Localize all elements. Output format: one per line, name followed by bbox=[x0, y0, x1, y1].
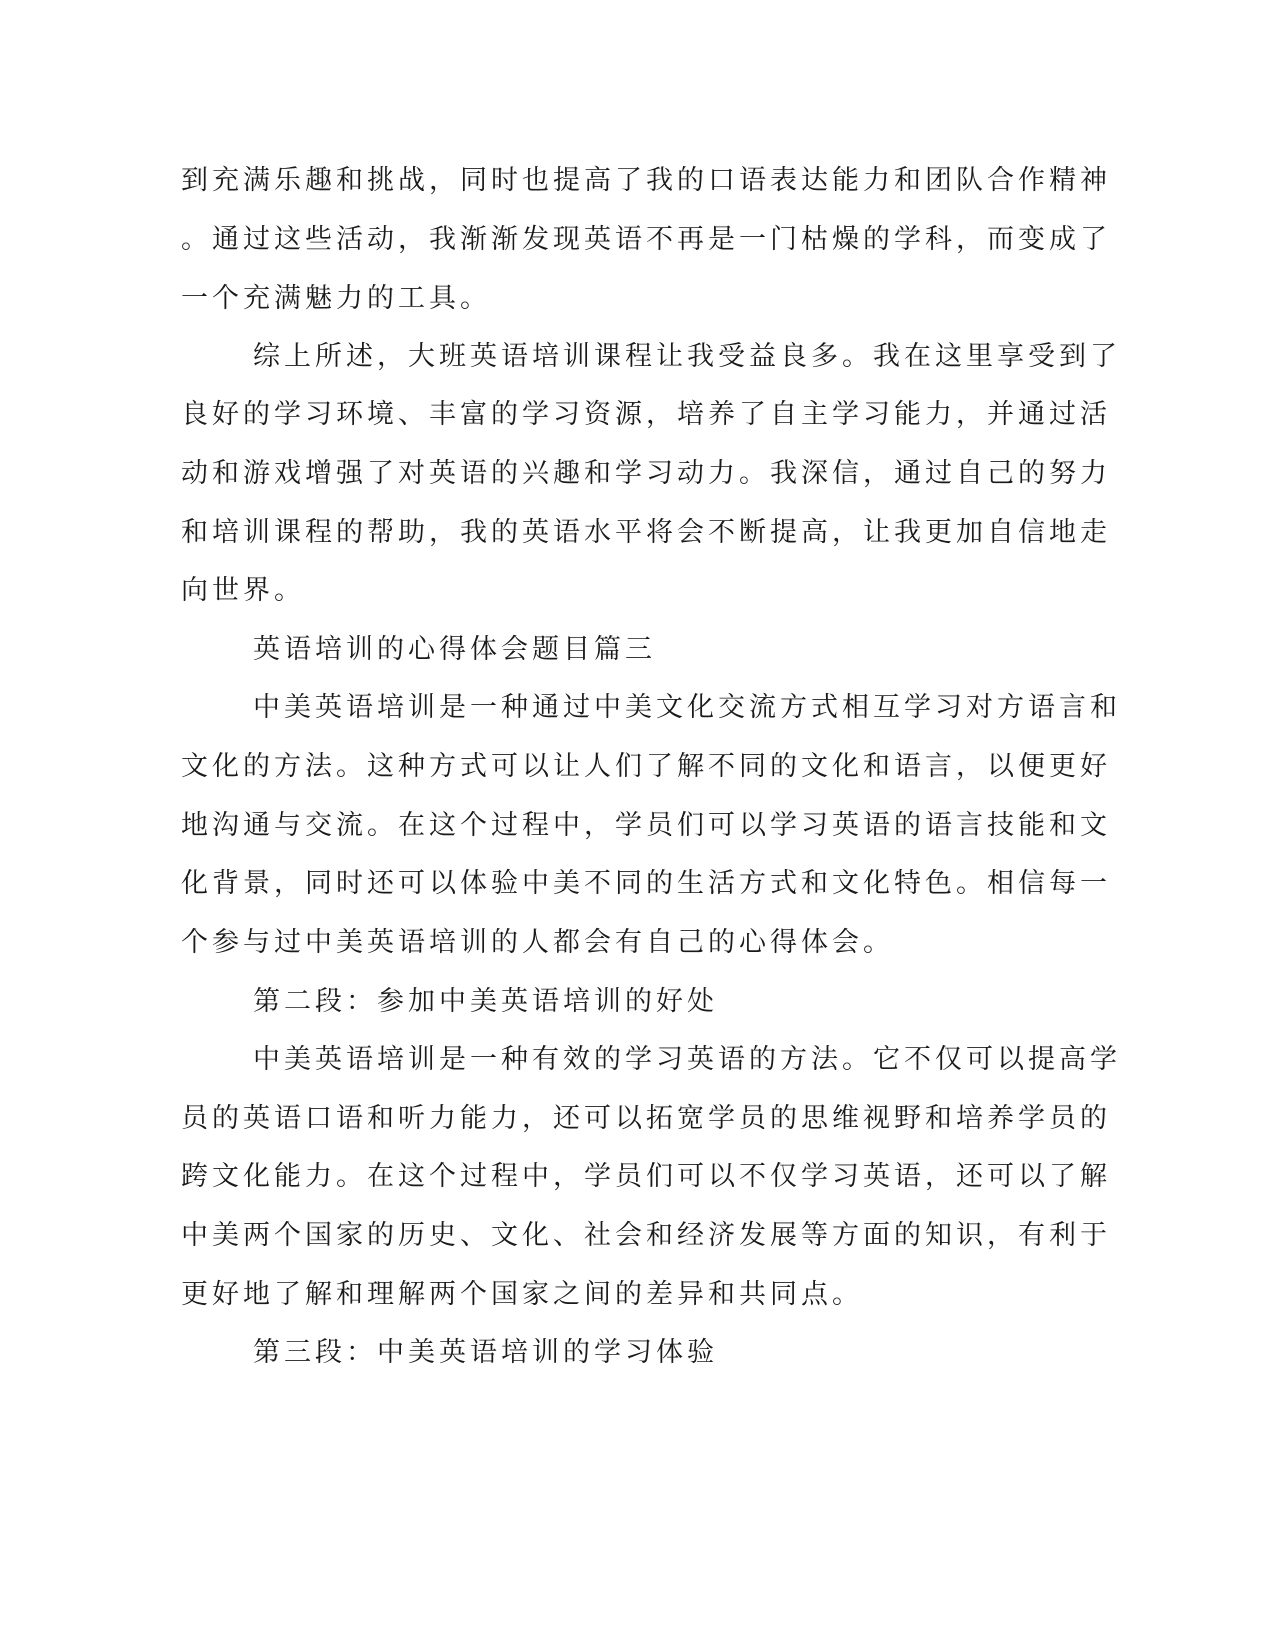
text-line: 中美英语培训是一种有效的学习英语的方法。它不仅可以提高学 bbox=[253, 1044, 1121, 1075]
text-line: 和培训课程的帮助，我的英语水平将会不断提高，让我更加自信地走 bbox=[181, 517, 1111, 548]
text-line: 员的英语口语和听力能力，还可以拓宽学员的思维视野和培养学员的 bbox=[181, 1103, 1111, 1134]
text-line: 更好地了解和理解两个国家之间的差异和共同点。 bbox=[181, 1279, 863, 1310]
text-line: 。通过这些活动，我渐渐发现英语不再是一门枯燥的学科，而变成了 bbox=[181, 224, 1111, 255]
section-heading: 第二段：参加中美英语培训的好处 bbox=[253, 986, 718, 1017]
text-line: 动和游戏增强了对英语的兴趣和学习动力。我深信，通过自己的努力 bbox=[181, 458, 1111, 489]
text-line: 良好的学习环境、丰富的学习资源，培养了自主学习能力，并通过活 bbox=[181, 399, 1111, 430]
text-line: 中美英语培训是一种通过中美文化交流方式相互学习对方语言和 bbox=[253, 692, 1121, 723]
text-line: 化背景，同时还可以体验中美不同的生活方式和文化特色。相信每一 bbox=[181, 868, 1111, 899]
text-line: 地沟通与交流。在这个过程中，学员们可以学习英语的语言技能和文 bbox=[181, 810, 1111, 841]
text-line: 个参与过中美英语培训的人都会有自己的心得体会。 bbox=[181, 927, 894, 958]
section-heading: 第三段：中美英语培训的学习体验 bbox=[253, 1337, 718, 1368]
text-line: 中美两个国家的历史、文化、社会和经济发展等方面的知识，有利于 bbox=[181, 1220, 1111, 1251]
text-line: 一个充满魅力的工具。 bbox=[181, 283, 491, 314]
section-heading: 英语培训的心得体会题目篇三 bbox=[253, 634, 656, 665]
text-line: 到充满乐趣和挑战，同时也提高了我的口语表达能力和团队合作精神 bbox=[181, 165, 1111, 196]
text-line: 综上所述，大班英语培训课程让我受益良多。我在这里享受到了 bbox=[253, 341, 1121, 372]
text-line: 向世界。 bbox=[181, 575, 305, 606]
text-line: 跨文化能力。在这个过程中，学员们可以不仅学习英语，还可以了解 bbox=[181, 1161, 1111, 1192]
text-line: 文化的方法。这种方式可以让人们了解不同的文化和语言，以便更好 bbox=[181, 751, 1111, 782]
